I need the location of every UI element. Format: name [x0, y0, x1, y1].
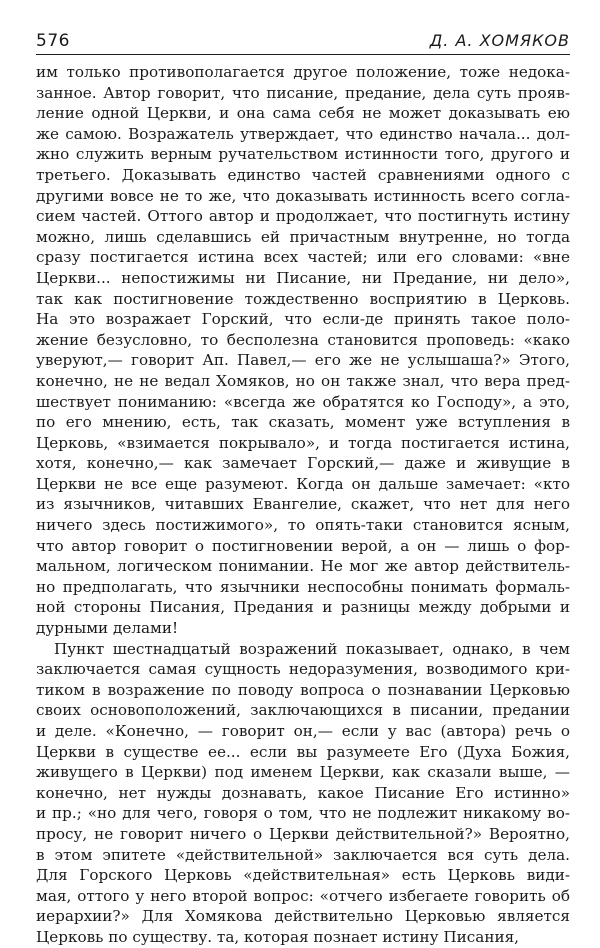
text-line: тиком в возражение по поводу вопроса о познавании Церковью [36, 680, 570, 699]
text-line: дурными делами! [36, 619, 179, 638]
text-line: сием частей. Оттого автор и продолжает, что постигнуть истину [36, 207, 570, 226]
text-line: из язычников, читавших Евангелие, скажет, что нет для него [36, 495, 570, 514]
text-line: же самою. Возражатель утверждает, что единство начала... дол- [36, 124, 570, 143]
text-line: и деле. «Конечно, — говорит он,— если у вас (автора) речь о [36, 722, 570, 740]
text-line: Церкви... непостижимы ни Писание, ни Предание, ни дело», [36, 268, 570, 287]
text-line: ление одной Церкви, и она сама себя не может доказывать ею [36, 104, 570, 123]
text-line: Церковь по существу. та, которая познает истину Писания, [36, 927, 519, 946]
text-line: так как постигновение тождественно восприятию в Церковь. [36, 289, 570, 308]
text-line: конечно, нет нужды дознавать, какое Писание Его истинно» [36, 783, 570, 802]
text-line: Церковь, «взимается покрывало», и тогда постигается истина, [36, 433, 570, 452]
text-line: что автор говорит о постигновении верой, а он — лишь о фор- [36, 536, 570, 555]
text-line: мальном, логическом понимании. Не мог же автор действитель- [36, 557, 570, 576]
text-line: но предполагать, что язычники неспособны понимать формаль- [36, 577, 570, 596]
text-line: третьего. Доказывать единство частей сравнениями одного с [36, 165, 570, 184]
text-line: им только противополагается другое положение, тоже недока- [36, 63, 570, 81]
text-line: Для Горского Церковь «действительная» есть Церковь види- [36, 866, 570, 885]
text-line: заключается самая сущность недоразумения, возводимого кри- [36, 660, 570, 679]
text-line: жно служить верным ручательством истинности того, другого и [36, 145, 570, 164]
text-line: Церкви в существе ее... если вы разумеете Его (Духа Божия, [36, 742, 570, 761]
text-line: и пр.; «но для чего, говоря о том, что не подлежит никакому во- [36, 804, 570, 823]
body-text [36, 62, 570, 948]
text-line: мая, оттого у него второй вопрос: «отчего избегаете говорить об [36, 886, 570, 905]
text-line: уверуют,— говорит Ап. Павел,— его же не услышаша?» Этого, [36, 351, 570, 370]
paragraph [36, 639, 570, 948]
text-line: можно, лишь сделавшись ей причастным внутренне, но тогда [36, 227, 570, 246]
text-line: Церкви не все еще разумеют. Когда он дальше замечает: «кто [36, 474, 570, 493]
running-title: Д. А. ХОМЯКОВ [429, 31, 570, 50]
text-line: по его мнению, есть, так сказать, момент уже вступления в [36, 413, 570, 432]
running-head [36, 30, 570, 55]
text-line: сразу постигается истина всех частей; или его словами: «вне [36, 248, 570, 267]
text-line: Пункт шестнадцатый возражений показывает, однако, в чем [54, 639, 570, 658]
text-line: ной стороны Писания, Предания и разницы между добрыми и [36, 598, 570, 617]
text-line: иерархии?» Для Хомякова действительно Церковью является [36, 907, 570, 926]
page-number: 576 [36, 31, 70, 51]
text-line: просу, не говорит ничего о Церкви действительной?» Вероятно, [36, 824, 570, 843]
text-line: шествует пониманию: «всегда же обратятся ко Господу», а это, [36, 392, 570, 411]
text-line: ничего здесь постижимого», то опять-таки становится ясным, [36, 516, 570, 535]
text-line: занное. Автор говорит, что писание, предание, дела суть прояв- [36, 83, 570, 102]
text-line: конечно, не не ведал Хомяков, но он также знал, что вера пред- [36, 371, 570, 390]
text-line: своих основоположений, заключающихся в писании, предании [36, 701, 570, 720]
text-line: жение безусловно, то бесполезна становится проповедь: «како [36, 330, 570, 349]
text-line: другими вовсе не то же, что доказывать истинность всего согла- [36, 186, 570, 205]
paragraph [36, 62, 570, 639]
book-page [36, 30, 570, 946]
text-line: хотя, конечно,— как замечает Горский,— даже и живущие в [36, 454, 570, 473]
text-line: в этом эпитете «действительной» заключается вся суть дела. [36, 845, 570, 864]
text-line: живущего в Церкви) под именем Церкви, как сказали выше, — [36, 763, 570, 782]
text-line: На это возражает Горский, что если-де принять такое поло- [36, 310, 570, 329]
